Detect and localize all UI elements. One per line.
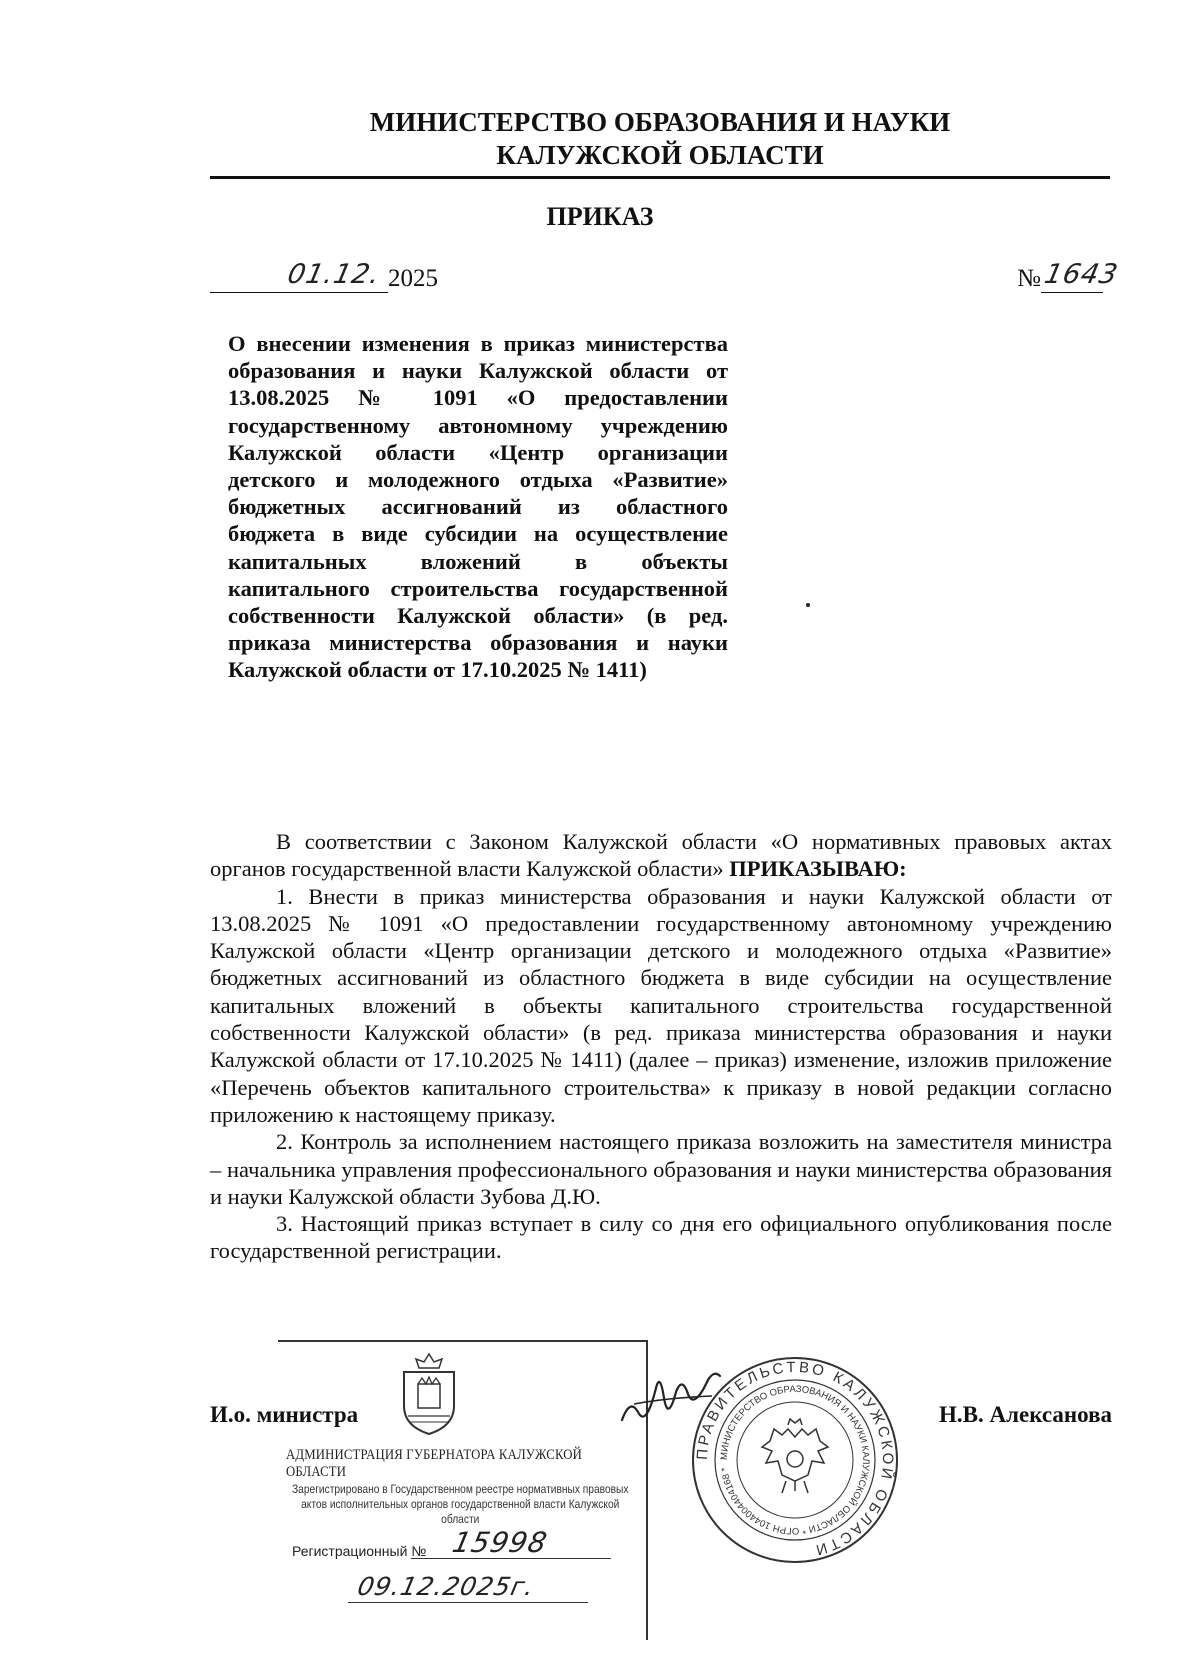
ministry-header: [210, 106, 1110, 172]
item-3: 3. Настоящий приказ вступает в силу со дня его официального опубликования после государственной регистрации.: [210, 1211, 1112, 1264]
number-underline: [1041, 259, 1122, 293]
official-seal: [690, 1355, 900, 1565]
seal-mid-ring: [715, 1380, 875, 1540]
seal-inner-text: МИНИСТЕРСТВО ОБРАЗОВАНИЯ И НАУКИ КАЛУЖСКОЙ ОБЛАСТИ * ОГРН 1044004404168 *: [718, 1383, 872, 1537]
header-divider: [210, 176, 1110, 179]
order-date: [210, 259, 438, 293]
seal-outer-text: ПРАВИТЕЛЬСТВО КАЛУЖСКОЙ ОБЛАСТИ: [693, 1358, 897, 1560]
scan-speck: [806, 603, 810, 607]
date-underline: [210, 259, 388, 293]
reg-date-handwritten: 09.12.2025г.: [354, 1572, 538, 1601]
item-2: 2. Контроль за исполнением настоящего приказа возложить на заместителя министра – начальника управления профессионального образования и науки министерства образования и науки Калужской области Зубова Д.Ю.: [210, 1129, 1112, 1209]
double-headed-eagle-icon: [762, 1419, 828, 1493]
ministry-header-line2: КАЛУЖСКОЙ ОБЛАСТИ: [496, 140, 824, 170]
signatory-name: Н.В. Алексанова: [939, 1402, 1112, 1427]
item-1: 1. Внести в приказ министерства образования и науки Калужской области от 13.08.2025 № 1091 «О предоставлении государственному автономному учреждению Калужской области «Центр организации детского и молодежного отдыха «Развитие» бюджетных ассигнований из областного бюджета в виде субсидии на осуществление капитальных вложений в объекты капитального строительства государственной собственности Калужской области» (в ред. приказа министерства образования и науки Калужской области от 17.10.2025 № 1411) (далее – приказ) изменение, изложив приложение «Перечень объектов капитального строительства» к приказу в новой редакции согласно приложению к настоящему приказу.: [210, 883, 1112, 1127]
document-type: ПРИКАЗ: [546, 202, 654, 231]
stamp-note: Зарегистрировано в Государственном реестре нормативных правовых актов исполнительных органов государственной власти Калужской области: [292, 1482, 629, 1526]
preamble-paragraph: [210, 828, 1112, 883]
order-subject: О внесении изменения в приказ министерства образования и науки Калужской области от 13.08.2025 № 1091 «О предоставлении государственному автономному учреждению Калужской области «Центр организации детского и молодежного отдыха «Развитие» бюджетных ассигнований из областного бюджета в виде субсидии на осуществление капитальных вложений в объекты капитального строительства государственной собственности Калужской области» (в ред. приказа министерства образования и науки Калужской области от 17.10.2025 № 1411): [228, 331, 728, 683]
date-year: 2025: [388, 265, 438, 292]
order-word: ПРИКАЗЫВАЮ:: [729, 856, 907, 882]
order-number: [1017, 259, 1122, 293]
number-handwritten: 1643: [1041, 259, 1122, 290]
number-prefix: №: [1017, 265, 1041, 292]
date-handwritten: 01.12.: [284, 259, 384, 290]
seal-inner-ring: [737, 1402, 853, 1518]
reg-number-handwritten: 15998: [449, 1526, 551, 1559]
reg-number-label: Регистрационный №: [292, 1543, 427, 1559]
order-body: [210, 828, 1112, 1265]
preamble-text: В соответствии с Законом Калужской области «О нормативных правовых актах органов государственной власти Калужской области»: [210, 829, 1112, 882]
registration-stamp: [278, 1340, 648, 1640]
signatory-title: И.о. министра: [210, 1402, 359, 1427]
stamp-organization: АДМИНИСТРАЦИЯ ГУБЕРНАТОРА КАЛУЖСКОЙ ОБЛАСТИ: [286, 1447, 583, 1480]
reg-date-underline: [348, 1602, 588, 1603]
ministry-header-line1: МИНИСТЕРСТВО ОБРАЗОВАНИЯ И НАУКИ: [369, 107, 951, 137]
coat-of-arms-icon: [396, 1350, 462, 1436]
